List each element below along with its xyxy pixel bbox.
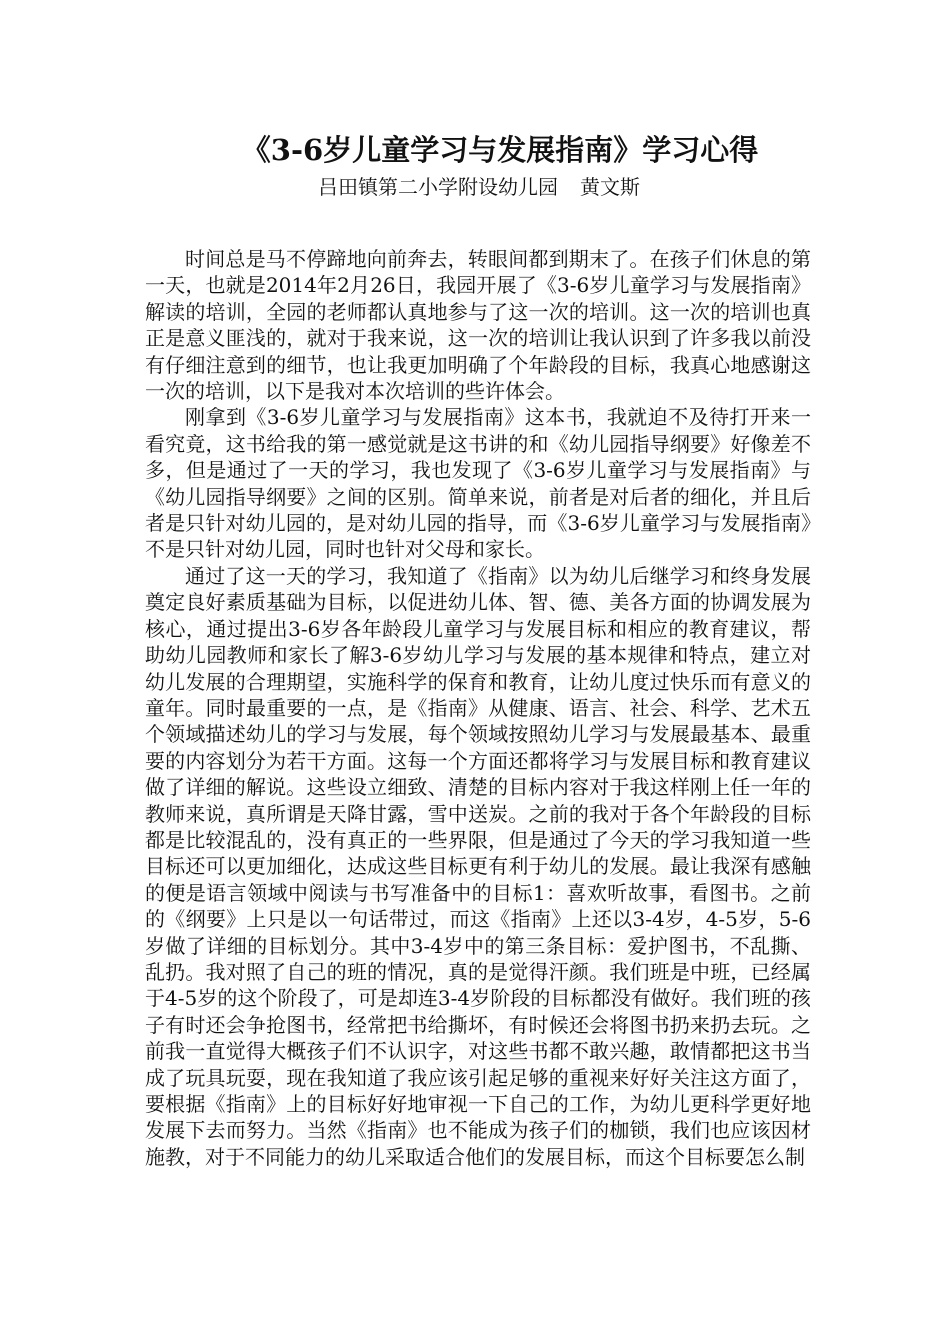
document-body — [145, 246, 811, 1170]
body-paragraph-1: 时间总是马不停蹄地向前奔去，转眼间都到期末了。在孩子们休息的第一天，也就是2014年2月26日，我园开展了《3-6岁儿童学习与发展指南》解读的培训，全园的老师都认真地参与了这一次的培训。这一次的培训也真正是意义匪浅的，就对于我来说，这一次的培训让我认识到了许多我以前没有仔细注意到的细节，也让我更加明确了个年龄段的目标，我真心地感谢这一次的培训，以下是我对本次培训的些许体会。 — [145, 247, 811, 404]
document-title-text: 《3-6岁儿童学习与发展指南》学习心得 — [241, 133, 759, 167]
byline-author: 黄文斯 — [580, 175, 640, 199]
body-paragraph-3: 通过了这一天的学习，我知道了《指南》以为幼儿后继学习和终身发展奠定良好素质基础为目标，以促进幼儿体、智、德、美各方面的协调发展为核心，通过提出3-6岁各年龄段儿童学习与发展目标和相应的教育建议，帮助幼儿园教师和家长了解3-6岁幼儿学习与发展的基本规律和特点，建立对幼儿发展的合理期望，实施科学的保育和教育，让幼儿度过快乐而有意义的童年。同时最重要的一点，是《指南》从健康、语言、社会、科学、艺术五个领域描述幼儿的学习与发展，每个领域按照幼儿学习与发展最基本、最重要的内容划分为若干方面。这每一个方面还都将学习与发展目标和教育建议做了详细的解说。这些设立细致、清楚的目标内容对于我这样刚上任一年的教师来说，真所谓是天降甘露，雪中送炭。之前的我对于各个年龄段的目标都是比较混乱的，没有真正的一些界限，但是通过了今天的学习我知道一些目标还可以更加细化，达成这些目标更有利于幼儿的发展。最让我深有感触的便是语言领域中阅读与书写准备中的目标1：喜欢听故事，看图书。之前的《纲要》上只是以一句话带过，而这《指南》上还以3-4岁，4-5岁，5-6岁做了详细的目标划分。其中3-4岁中的第三条目标：爱护图书，不乱撕、乱扔。我对照了自己的班的情况，真的是觉得汗颜。我们班是中班，已经属于4-5岁的这个阶段了，可是却连3-4岁阶段的目标都没有做好。我们班的孩子有时还会争抢图书，经常把书给撕坏，有时候还会将图书扔来扔去玩。之前我一直觉得大概孩子们不认识字，对这些书都不敢兴趣，敢情都把这书当成了玩具玩耍，现在我知道了我应该引起足够的重视来好好关注这方面了，要根据《指南》上的目标好好地审视一下自己的工作，为幼儿更科学更好地发展下去而努力。当然《指南》也不能成为孩子们的枷锁，我们也应该因材施教，对于不同能力的幼儿采取适合他们的发展目标，而这个目标要怎么制 — [145, 563, 811, 1169]
byline-group — [310, 170, 640, 204]
document-title — [0, 128, 950, 172]
byline-organization: 吕田镇第二小学附设幼儿园 — [318, 175, 558, 199]
body-paragraph-2: 刚拿到《3-6岁儿童学习与发展指南》这本书，我就迫不及待打开来一看究竟，这书给我的第一感觉就是这书讲的和《幼儿园指导纲要》好像差不多，但是通过了一天的学习，我也发现了《3-6岁儿童学习与发展指南》与《幼儿园指导纲要》之间的区别。简单来说，前者是对后者的细化，并且后者是只针对幼儿园的，是对幼儿园的指导，而《3-6岁儿童学习与发展指南》不是只针对幼儿园，同时也针对父母和家长。 — [145, 405, 811, 562]
document-byline — [0, 170, 950, 204]
